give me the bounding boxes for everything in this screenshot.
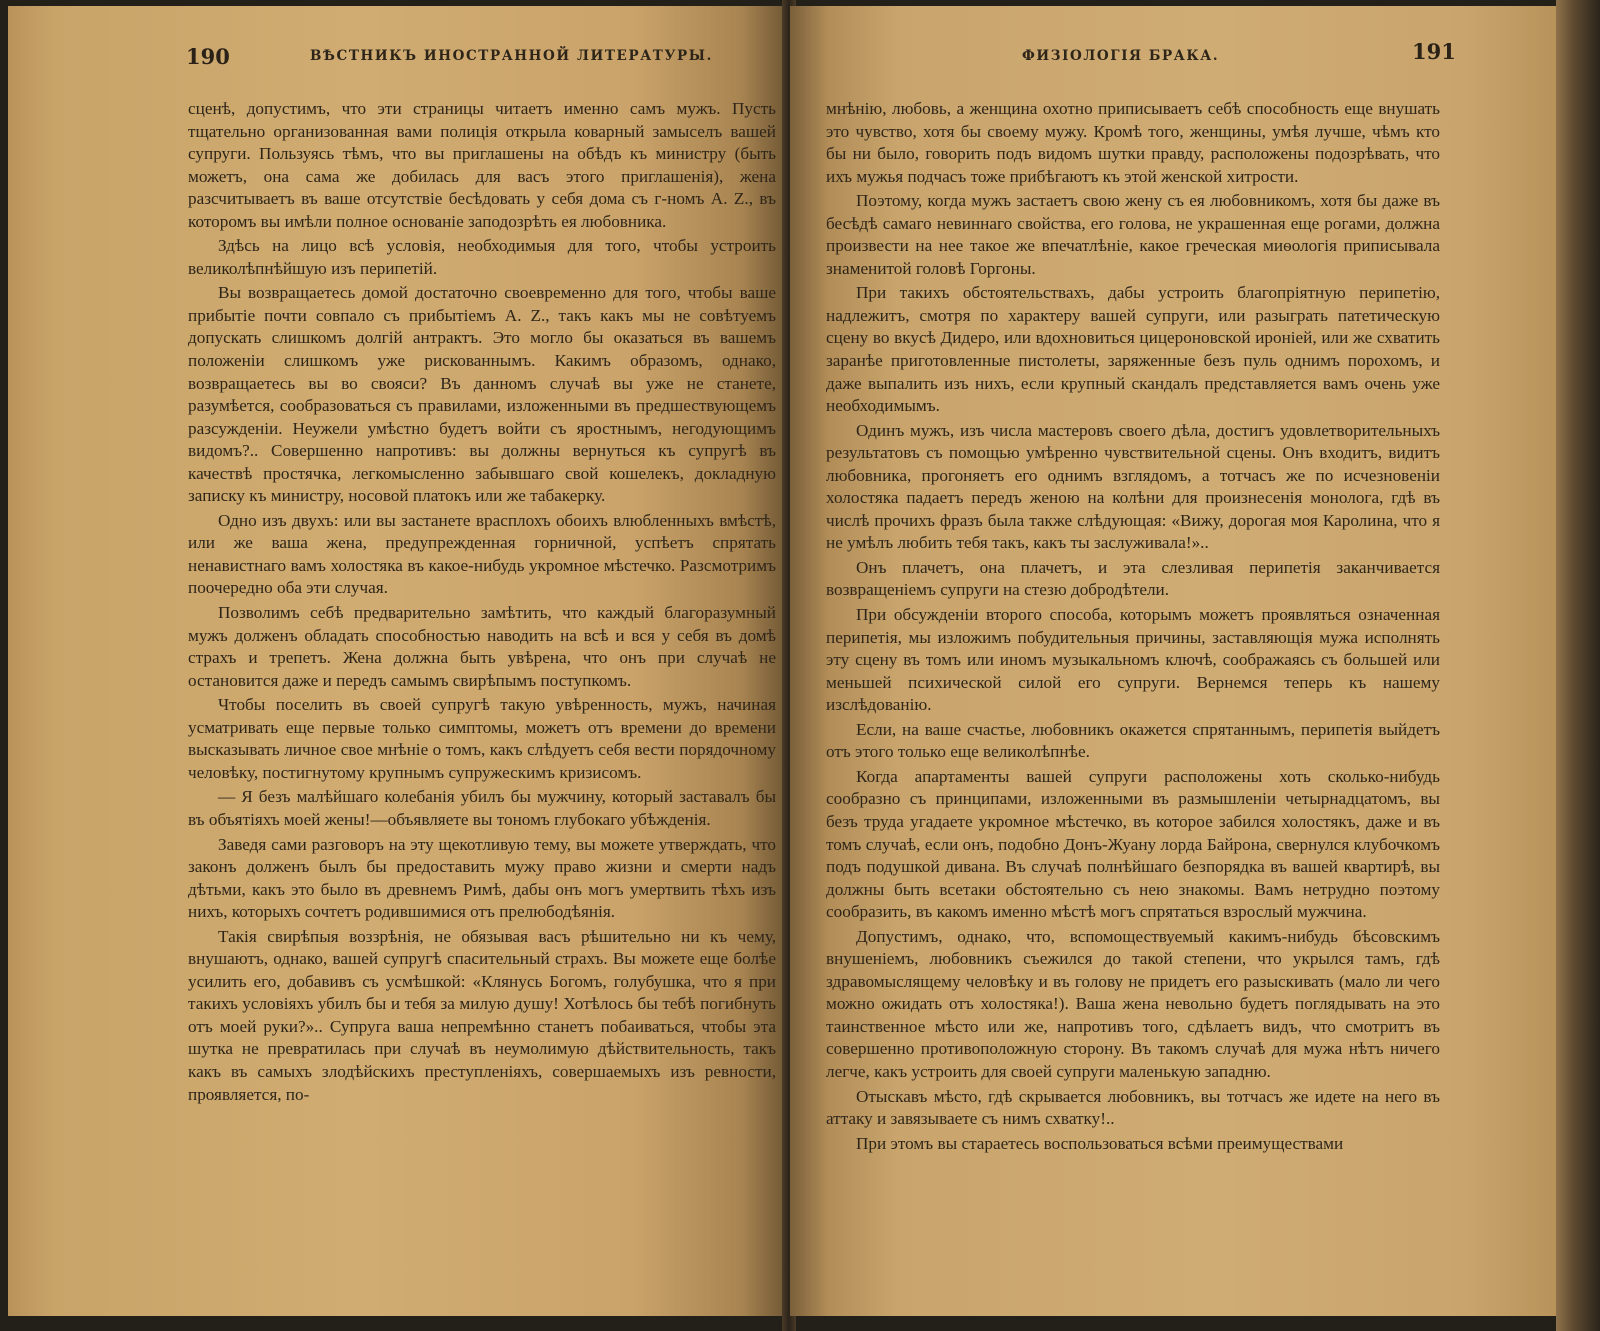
page-number: 191 [1412,39,1456,64]
left-page-body [188,98,776,1106]
paragraph: Такія свирѣпыя воззрѣнія, не обязывая васъ рѣшительно ни къ чему, внушаютъ, однако, вашей супругѣ спасительный страхъ. Вы можете еще болѣе усилить его, добавивъ съ усмѣшкой: «Клянусь Богомъ, голубушка, что я при такихъ условіяхъ убилъ бы и тебя за милую душу! Хотѣлось бы тебѣ погибнуть отъ моей руки?».. Супруга ваша непремѣнно станетъ побаиваться, чтобы эта шутка не превратилась при случаѣ въ неумолимую дѣйствительность, такъ какъ въ самыхъ злодѣйскихъ преступленіяхъ, совершаемыхъ изъ ревности, проявляется, по- [188,926,776,1104]
right-page [790,6,1558,1316]
paragraph: При этомъ вы стараетесь воспользоваться всѣми преимуществами [856,1133,1344,1153]
paragraph: Онъ плачетъ, она плачетъ, и эта слезливая перипетія заканчивается возвращеніемъ супруги на стезю добродѣтели. [826,557,1440,600]
page-number: 190 [186,44,230,69]
left-page-header [8,36,788,76]
left-page [8,6,788,1316]
paragraph: мнѣнію, любовь, а женщина охотно приписываетъ себѣ способность еще внушать это чувство, хотя бы своему мужу. Кромѣ того, женщины, умѣя лучше, чѣмъ кто бы ни было, говорить подъ видомъ шутки правду, расположены подозрѣвать, что ихъ мужья подчасъ тоже прибѣгаютъ къ этой женской хитрости. [826,99,1440,186]
paragraph: Одинъ мужъ, изъ числа мастеровъ своего дѣла, достигъ удовлетворительныхъ результатовъ съ помощью умѣренно чувствительной сцены. Онъ входитъ, видитъ любовника, прогоняетъ его однимъ взглядомъ, а тотчасъ же по исчезновеніи холостяка падаетъ передъ женою на колѣни для произнесенія монолога, гдѣ въ числѣ прочихъ фразъ была также слѣдующая: «Вижу, дорогая моя Каролина, что я не умѣлъ любить тебя такъ, какъ ты заслуживала!».. [826,420,1440,553]
paragraph: Здѣсь на лицо всѣ условія, необходимыя для того, чтобы устроить великолѣпнѣйшую изъ перипетій. [188,236,776,278]
paragraph: Поэтому, когда мужъ застаетъ свою жену съ ея любовникомъ, хотя бы даже въ бесѣдѣ самаго невиннаго свойства, его голова, не украшенная еще рогами, должна произвести на нее такое же впечатлѣніе, какое греческая миѳологія приписывала знаменитой головѣ Горгоны. [826,191,1440,278]
paragraph: Заведя сами разговоръ на эту щекотливую тему, вы можете утверждать, что законъ долженъ былъ бы предоставить мужу право жизни и смерти надъ дѣтьми, какъ это было въ древнемъ Римѣ, дабы онъ могъ умертвить тѣхъ изъ нихъ, которыхъ сочтетъ родившимися отъ прелюбодѣянія. [188,834,776,922]
paragraph: Отыскавъ мѣсто, гдѣ скрывается любовникъ, вы тотчасъ же идете на него въ аттаку и завязываете съ нимъ схватку!.. [826,1086,1440,1129]
paragraph: Когда апартаменты вашей супруги расположены хоть сколько-нибудь сообразно съ принципами, изложенными въ размышленіи четырнадцатомъ, вы безъ труда угадаете укромное мѣстечко, въ которое забился холостякъ, даже и въ томъ случаѣ, если онъ, подобно Донъ-Жуану лорда Байрона, свернулся клубочкомъ подъ подушкой дивана. Въ случаѣ полнѣйшаго безпорядка въ вашей квартирѣ, вы должны быть всетаки обстоятельно съ нею знакомы. Вамъ нетрудно поэтому сообразить, въ какомъ именно мѣстѣ могъ спрятаться взрослый мужчина. [826,766,1440,922]
paragraph: При обсужденіи второго способа, которымъ можетъ проявляться означенная перипетія, мы изложимъ побудительныя причины, заставляющія мужа исполнять эту сцену въ томъ или иномъ музыкальномъ ключѣ, соображаясь съ большей или меньшей психической силой его супруги. Вернемся теперь къ нашему изслѣдованію. [826,605,1440,715]
paragraph: — Я безъ малѣйшаго колебанія убилъ бы мужчину, который заставалъ бы въ объятіяхъ моей жены!—объявляете вы тономъ глубокаго убѣжденія. [188,787,776,829]
paragraph: сценѣ, допустимъ, что эти страницы читаетъ именно самъ мужъ. Пусть тщательно организованная вами полиція открыла коварный замыселъ вашей супруги. Пользуясь тѣмъ, что вы приглашены на обѣдъ къ министру (быть можетъ, она сама же добилась для васъ этого приглашенія), жена разсчитываетъ въ ваше отсутствіе бесѣдовать у себя дома съ г-номъ A. Z., въ которомъ вы имѣли полное основаніе заподозрѣть ея любовника. [188,99,776,231]
paragraph: Если, на ваше счастье, любовникъ окажется спрятаннымъ, перипетія выйдетъ отъ этого только еще великолѣпнѣе. [826,719,1440,762]
book-edge [1556,0,1600,1331]
paragraph: Одно изъ двухъ: или вы застанете врасплохъ обоихъ влюбленныхъ вмѣстѣ, или же ваша жена, предупрежденная горничной, успѣетъ спрятать ненавистнаго вамъ холостяка въ какое-нибудь укромное мѣстечко. Разсмотримъ поочередно оба эти случая. [188,510,776,598]
running-title: ФИЗІОЛОГІЯ БРАКА. [1022,48,1220,64]
paragraph: Допустимъ, однако, что, вспомоществуемый какимъ-нибудь бѣсовскимъ внушеніемъ, любовникъ съежился до такой степени, что укрылся тамъ, гдѣ здравомыслящему человѣку и въ голову не придетъ его разыскивать (мало ли чего можно ожидать отъ холостяка!). Ваша жена невольно будетъ поглядывать на это таинственное мѣсто или же, напротивъ того, сдѣлаетъ видъ, что смотритъ въ совершенно противоположную сторону. Въ такомъ случаѣ для мужа нѣтъ ничего легче, какъ устроить для своей супруги маленькую западню. [826,926,1440,1081]
right-page-header [790,36,1558,76]
running-title: ВѢСТНИКЪ ИНОСТРАННОЙ ЛИТЕРАТУРЫ. [310,48,713,64]
right-page-body [826,98,1440,1155]
paragraph: Позволимъ себѣ предварительно замѣтить, что каждый благоразумный мужъ долженъ обладать способностью наводить на всѣ и вся у себя въ домѣ страхъ и трепетъ. Жена должна быть увѣрена, что онъ при случаѣ не остановится даже и передъ самымъ свирѣпымъ поступкомъ. [188,603,776,690]
paragraph: При такихъ обстоятельствахъ, дабы устроить благопріятную перипетію, надлежитъ, смотря по характеру вашей супруги, или разыграть патетическую сцену во вкусѣ Дидеро, или вдохновиться цицероновской ироніей, или же схватить заранѣе приготовленные пистолеты, заряженные безъ пуль однимъ порохомъ, и даже выпалить изъ нихъ, если крупный скандалъ представляется вамъ очень уже необходимымъ. [826,283,1440,416]
paragraph: Чтобы поселить въ своей супругѣ такую увѣренность, мужъ, начиная усматривать еще первые только симптомы, можетъ отъ времени до времени высказывать личное свое мнѣніе о томъ, какъ слѣдуетъ себя вести порядочному человѣку, постигнутому крупнымъ супружескимъ кризисомъ. [188,695,776,782]
paragraph: Вы возвращаетесь домой достаточно своевременно для того, чтобы ваше прибытіе почти совпало съ прибытіемъ A. Z., такъ какъ мы не совѣтуемъ допускать слишкомъ долгій антрактъ. Это могло бы оказаться въ вашемъ положеніи слишкомъ уже рискованнымъ. Какимъ образомъ, однако, возвращаетесь вы во свояси? Въ данномъ случаѣ вы уже не станете, разумѣется, сообразоваться съ правилами, изложенными въ предшествующемъ разсужденіи. Неужели умѣстно будетъ войти съ яростнымъ, негодующимъ видомъ?.. Совершенно напротивъ: вы должны вернуться къ супругѣ въ качествѣ простячка, легкомысленно забывшаго свой кошелекъ, докладную записку къ министру, носовой платокъ или же табакерку. [188,283,776,506]
